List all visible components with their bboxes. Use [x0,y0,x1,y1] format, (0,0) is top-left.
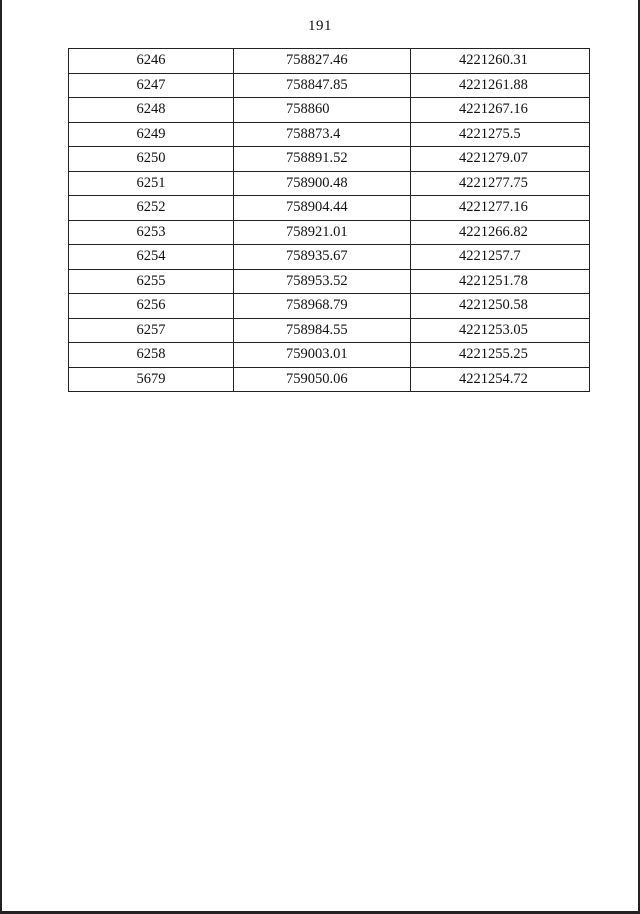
point-id-cell: 6257 [69,318,234,343]
x-coordinate-cell: 758873.4 [234,122,411,147]
y-coordinate-cell: 4221251.78 [411,269,590,294]
x-coordinate-cell: 758935.67 [234,245,411,270]
point-id-cell: 5679 [69,367,234,392]
point-id-cell: 6248 [69,98,234,123]
point-id-cell: 6249 [69,122,234,147]
table-row [69,294,590,319]
table-row [69,49,590,74]
coordinates-table-body [69,49,590,392]
table-row [69,171,590,196]
table-row [69,147,590,172]
point-id-cell: 6250 [69,147,234,172]
y-coordinate-cell: 4221257.7 [411,245,590,270]
y-coordinate-cell: 4221261.88 [411,73,590,98]
coordinates-table [68,48,590,392]
y-coordinate-cell: 4221250.58 [411,294,590,319]
table-row [69,318,590,343]
y-coordinate-cell: 4221255.25 [411,343,590,368]
point-id-cell: 6247 [69,73,234,98]
y-coordinate-cell: 4221267.16 [411,98,590,123]
y-coordinate-cell: 4221266.82 [411,220,590,245]
point-id-cell: 6258 [69,343,234,368]
table-row [69,73,590,98]
point-id-cell: 6246 [69,49,234,74]
page-number: 191 [308,18,332,34]
table-row [69,343,590,368]
x-coordinate-cell: 758847.85 [234,73,411,98]
table-row [69,269,590,294]
x-coordinate-cell: 758891.52 [234,147,411,172]
x-coordinate-cell: 758921.01 [234,220,411,245]
table-row [69,122,590,147]
x-coordinate-cell: 758904.44 [234,196,411,221]
y-coordinate-cell: 4221275.5 [411,122,590,147]
x-coordinate-cell: 759003.01 [234,343,411,368]
table-row [69,220,590,245]
y-coordinate-cell: 4221277.75 [411,171,590,196]
y-coordinate-cell: 4221260.31 [411,49,590,74]
y-coordinate-cell: 4221277.16 [411,196,590,221]
scan-border-left [0,0,2,914]
x-coordinate-cell: 758860 [234,98,411,123]
point-id-cell: 6251 [69,171,234,196]
point-id-cell: 6255 [69,269,234,294]
table-row [69,245,590,270]
x-coordinate-cell: 758984.55 [234,318,411,343]
x-coordinate-cell: 758827.46 [234,49,411,74]
point-id-cell: 6252 [69,196,234,221]
x-coordinate-cell: 758953.52 [234,269,411,294]
y-coordinate-cell: 4221279.07 [411,147,590,172]
y-coordinate-cell: 4221254.72 [411,367,590,392]
table-row [69,196,590,221]
point-id-cell: 6256 [69,294,234,319]
point-id-cell: 6253 [69,220,234,245]
point-id-cell: 6254 [69,245,234,270]
y-coordinate-cell: 4221253.05 [411,318,590,343]
table-row [69,367,590,392]
x-coordinate-cell: 758900.48 [234,171,411,196]
table-row [69,98,590,123]
x-coordinate-cell: 758968.79 [234,294,411,319]
x-coordinate-cell: 759050.06 [234,367,411,392]
